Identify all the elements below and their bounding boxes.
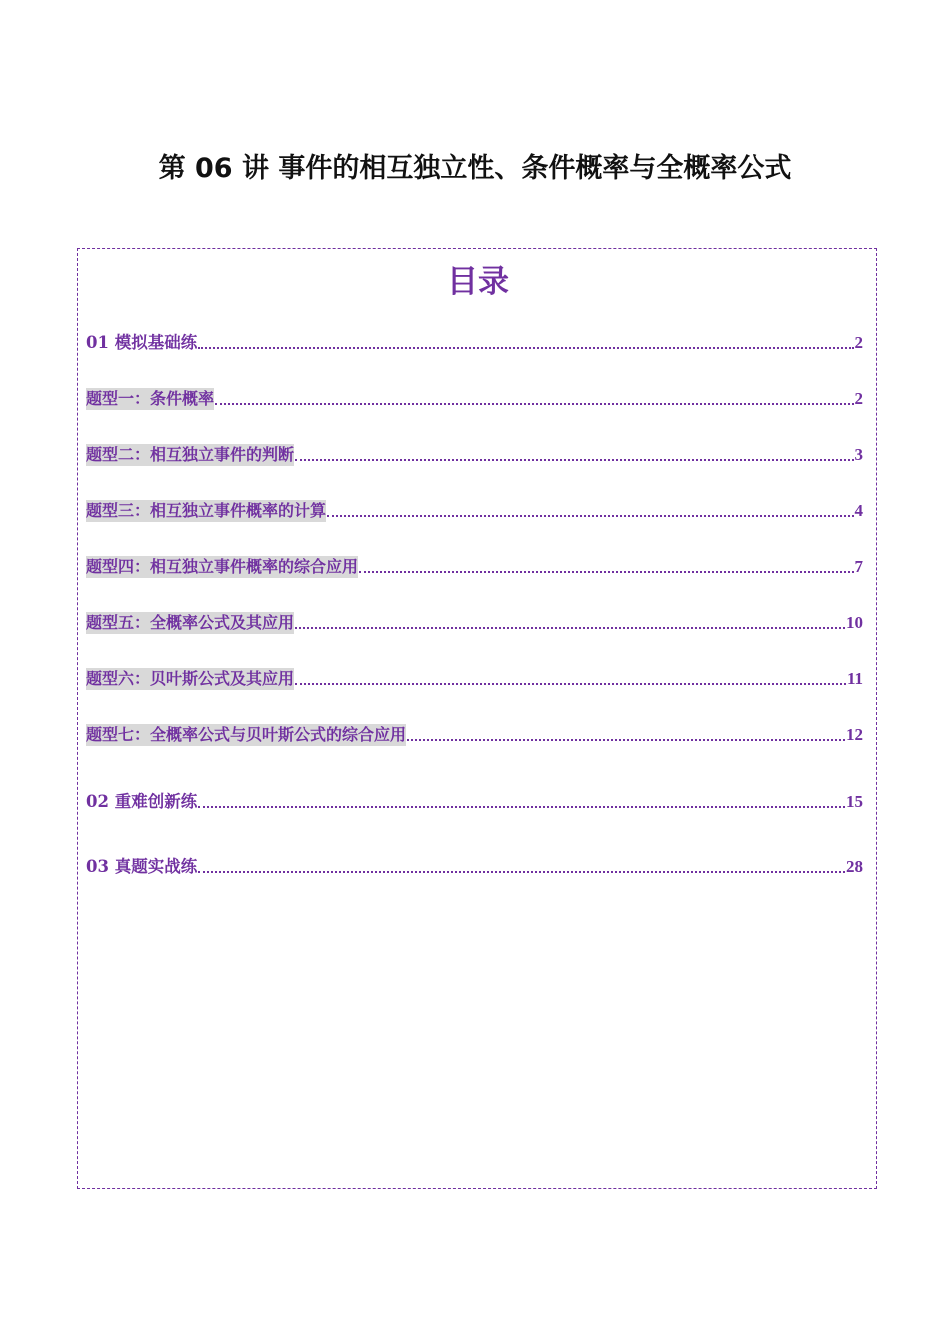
toc-entry-type-5[interactable] (86, 610, 863, 634)
toc-page-number: 11 (846, 669, 863, 688)
toc-leader-dots (198, 346, 853, 349)
toc-entry-type-2[interactable] (86, 442, 863, 466)
toc-page-number: 15 (846, 792, 863, 811)
toc-entry-label: 题型七：全概率公式与贝叶斯公式的综合应用 (86, 725, 407, 744)
toc-entry-label: 题型三：相互独立事件概率的计算 (86, 501, 327, 520)
document-title: 第 06 讲 事件的相互独立性、条件概率与全概率公式 (158, 153, 792, 184)
toc-entry-type-6[interactable] (86, 666, 863, 690)
toc-entry-section-02[interactable] (86, 789, 863, 813)
toc-heading: 目录 (447, 264, 509, 300)
toc-page-number: 3 (854, 445, 863, 464)
toc-page-number: 4 (854, 501, 863, 520)
toc-page-number: 7 (854, 557, 863, 576)
toc-leader-dots (359, 570, 853, 573)
toc-page-number: 2 (854, 333, 863, 352)
toc-entry-label: 题型一：条件概率 (86, 389, 215, 408)
toc-leader-dots (215, 402, 853, 405)
toc-entry-type-1[interactable] (86, 386, 863, 410)
toc-page-number: 10 (846, 613, 863, 632)
toc-leader-dots (295, 682, 846, 685)
toc-entry-type-3[interactable] (86, 498, 863, 522)
toc-page-number: 28 (846, 857, 863, 876)
toc-entry-section-03[interactable] (86, 854, 863, 878)
toc-entry-type-4[interactable] (86, 554, 863, 578)
toc-entry-label: 题型五：全概率公式及其应用 (86, 613, 295, 632)
toc-leader-dots (327, 514, 853, 517)
toc-entry-label: 03 真题实战练 (86, 857, 198, 876)
toc-entry-type-7[interactable] (86, 722, 863, 746)
toc-leader-dots (295, 458, 853, 461)
toc-leader-dots (295, 626, 845, 629)
toc-leader-dots (198, 870, 845, 873)
toc-leader-dots (198, 805, 845, 808)
toc-entry-label: 题型四：相互独立事件概率的综合应用 (86, 557, 359, 576)
toc-entry-section-01[interactable] (86, 330, 863, 354)
toc-entry-label: 题型二：相互独立事件的判断 (86, 445, 295, 464)
toc-entry-label: 01 模拟基础练 (86, 333, 198, 352)
toc-page-number: 12 (846, 725, 863, 744)
toc-entry-label: 02 重难创新练 (86, 792, 198, 811)
toc-entry-label: 题型六：贝叶斯公式及其应用 (86, 669, 295, 688)
toc-page-number: 2 (854, 389, 863, 408)
toc-leader-dots (407, 738, 845, 741)
